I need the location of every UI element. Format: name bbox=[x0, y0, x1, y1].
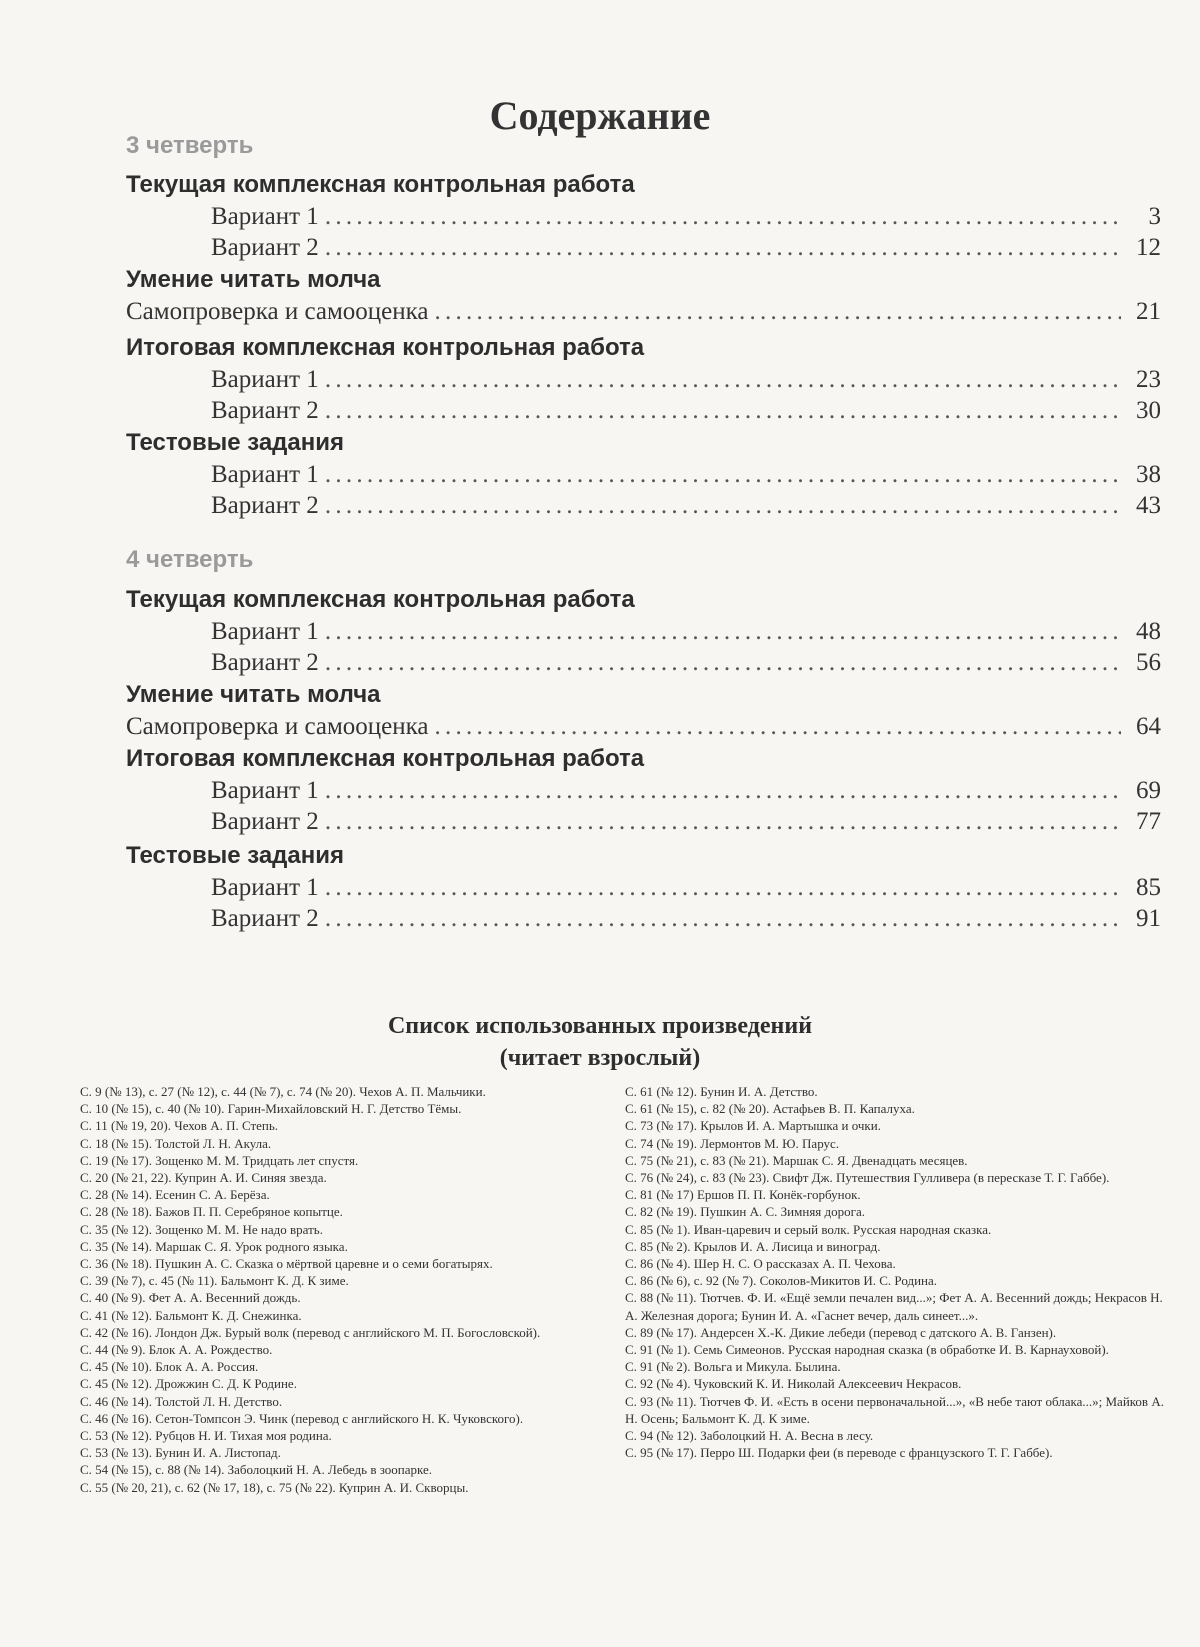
work-list-item: С. 45 (№ 12). Дрожжин С. Д. К Родине. bbox=[80, 1376, 297, 1392]
work-list-item: С. 9 (№ 13), с. 27 (№ 12), с. 44 (№ 7), с. 74 (№ 20). Чехов А. П. Мальчики. bbox=[80, 1084, 486, 1099]
leader-dots bbox=[325, 806, 1121, 837]
entry-label: Вариант 2 bbox=[211, 492, 319, 519]
work-list-item: С. 40 (№ 9). Фет А. А. Весенний дождь. bbox=[80, 1290, 301, 1306]
entry-page: 21 bbox=[1136, 298, 1161, 325]
work-list-item: С. 86 (№ 6), с. 92 (№ 7). Соколов-Микитов И. С. Родина. bbox=[625, 1273, 937, 1289]
work-list-item: С. 10 (№ 15), с. 40 (№ 10). Гарин-Михайловский Н. Г. Детство Тёмы. bbox=[80, 1101, 462, 1117]
leader-dots bbox=[325, 616, 1121, 647]
leader-dots bbox=[325, 395, 1121, 426]
toc-section bbox=[126, 584, 1161, 678]
entry-page: 56 bbox=[1136, 649, 1161, 676]
section-heading: Итоговая комплексная контрольная работа bbox=[126, 745, 645, 772]
work-list-item: С. 88 (№ 11). Тютчев. Ф. И. «Ещё земли печален вид...»; Фет А. А. Весенний дождь; Некрасов Н. А. Железная дорога; Бунин И. А. «Гаснет вечер, даль синеет...». bbox=[625, 1290, 1163, 1323]
work-list-item: С. 35 (№ 14). Маршак С. Я. Урок родного языка. bbox=[80, 1238, 348, 1254]
section-heading: Итоговая комплексная контрольная работа bbox=[126, 334, 645, 361]
entry-page: 64 bbox=[1136, 713, 1161, 740]
work-list-item: С. 18 (№ 15). Толстой Л. Н. Акула. bbox=[80, 1135, 272, 1151]
section-heading: Тестовые задания bbox=[126, 429, 345, 456]
entry-page: 30 bbox=[1136, 397, 1161, 424]
leader-dots bbox=[325, 364, 1121, 395]
toc-entry[interactable] bbox=[126, 806, 1161, 837]
leader-dots bbox=[325, 872, 1121, 903]
work-list-item: С. 73 (№ 17). Крылов И. А. Мартышка и очки. bbox=[625, 1118, 881, 1134]
entry-label: Вариант 1 bbox=[211, 203, 319, 230]
work-list-item: С. 55 (№ 20, 21), с. 62 (№ 17, 18), с. 75 (№ 22). Куприн А. И. Скворцы. bbox=[80, 1479, 469, 1495]
toc-section bbox=[126, 264, 1161, 327]
entry-page: 23 bbox=[1136, 366, 1161, 393]
work-list-item: С. 35 (№ 12). Зощенко М. М. Не надо врать. bbox=[80, 1221, 323, 1237]
work-list-item: С. 11 (№ 19, 20). Чехов А. П. Степь. bbox=[80, 1118, 279, 1134]
section-heading: Текущая комплексная контрольная работа bbox=[126, 586, 635, 613]
works-title-line2: (читает взрослый) bbox=[499, 1045, 701, 1071]
leader-dots bbox=[325, 459, 1121, 490]
section-heading: Умение читать молча bbox=[126, 681, 381, 708]
leader-dots bbox=[325, 903, 1121, 934]
leader-dots bbox=[435, 711, 1121, 742]
entry-label: Вариант 2 bbox=[211, 808, 319, 835]
work-list-item: С. 39 (№ 7), с. 45 (№ 11). Бальмонт К. Д. К зиме. bbox=[80, 1273, 349, 1289]
toc-entry[interactable] bbox=[126, 395, 1161, 426]
work-list-item: С. 81 (№ 17) Ершов П. П. Конёк-горбунок. bbox=[625, 1187, 861, 1203]
leader-dots bbox=[325, 775, 1121, 806]
toc-section bbox=[126, 743, 1161, 837]
entry-label: Вариант 1 bbox=[211, 777, 319, 804]
section-heading: Умение читать молча bbox=[126, 266, 381, 293]
entry-label: Вариант 1 bbox=[211, 461, 319, 488]
entry-page: 77 bbox=[1136, 808, 1161, 835]
entry-page: 43 bbox=[1136, 492, 1161, 519]
toc-entry[interactable] bbox=[126, 775, 1161, 806]
entry-label: Вариант 1 bbox=[211, 874, 319, 901]
toc-entry[interactable] bbox=[126, 459, 1161, 490]
entry-label: Вариант 2 bbox=[211, 234, 319, 261]
work-list-item: С. 82 (№ 19). Пушкин А. С. Зимняя дорога. bbox=[625, 1204, 865, 1220]
entry-label: Вариант 1 bbox=[211, 618, 319, 645]
toc-section bbox=[126, 332, 1161, 426]
entry-label: Самопроверка и самооценка bbox=[126, 713, 429, 740]
entry-page: 12 bbox=[1136, 234, 1161, 261]
work-list-item: С. 28 (№ 18). Бажов П. П. Серебряное копытце. bbox=[80, 1204, 343, 1220]
works-title-line1: Список использованных произведений bbox=[387, 1013, 813, 1039]
toc-section bbox=[126, 427, 1161, 521]
section-heading: Тестовые задания bbox=[126, 842, 345, 869]
work-list-item: С. 74 (№ 19). Лермонтов М. Ю. Парус. bbox=[625, 1135, 840, 1151]
work-list-item: С. 91 (№ 2). Вольга и Микула. Былина. bbox=[625, 1359, 841, 1375]
toc-section bbox=[126, 679, 1161, 742]
work-list-item: С. 28 (№ 14). Есенин С. А. Берёза. bbox=[80, 1187, 270, 1203]
work-list-item: С. 89 (№ 17). Андерсен Х.-К. Дикие лебеди (перевод с датского А. В. Ганзен). bbox=[625, 1324, 1057, 1340]
toc-entry[interactable] bbox=[126, 296, 1161, 327]
entry-page: 91 bbox=[1136, 905, 1161, 932]
work-list-item: С. 85 (№ 1). Иван-царевич и серый волк. Русская народная сказка. bbox=[625, 1221, 992, 1237]
toc-section bbox=[126, 840, 1161, 934]
work-list-item: С. 36 (№ 18). Пушкин А. С. Сказка о мёртвой царевне и о семи богатырях. bbox=[80, 1256, 493, 1272]
work-list-item: С. 41 (№ 12). Бальмонт К. Д. Снежинка. bbox=[80, 1307, 302, 1323]
toc-entry[interactable] bbox=[126, 201, 1161, 232]
toc-entry[interactable] bbox=[126, 903, 1161, 934]
work-list-item: С. 19 (№ 17). Зощенко М. М. Тридцать лет спустя. bbox=[80, 1152, 359, 1168]
entry-label: Вариант 2 bbox=[211, 905, 319, 932]
toc-section bbox=[126, 169, 1161, 263]
work-list-item: С. 95 (№ 17). Перро Ш. Подарки феи (в переводе с французского Т. Г. Габбе). bbox=[625, 1445, 1053, 1461]
work-list-item: С. 42 (№ 16). Лондон Дж. Бурый волк (перевод с английского М. П. Богословской). bbox=[80, 1324, 541, 1340]
works-title bbox=[0, 1010, 1200, 1074]
work-list-item: С. 75 (№ 21), с. 83 (№ 21). Маршак С. Я. Двенадцать месяцев. bbox=[625, 1152, 968, 1168]
work-list-item: С. 53 (№ 12). Рубцов Н. И. Тихая моя родина. bbox=[80, 1428, 332, 1444]
work-list-item: С. 61 (№ 12). Бунин И. А. Детство. bbox=[625, 1084, 818, 1099]
work-list-item: С. 46 (№ 16). Сетон-Томпсон Э. Чинк (перевод с английского Н. К. Чуковского). bbox=[80, 1410, 524, 1426]
work-list-item: С. 61 (№ 15), с. 82 (№ 20). Астафьев В. П. Капалуха. bbox=[625, 1101, 915, 1117]
leader-dots bbox=[325, 232, 1121, 263]
works-list-left bbox=[80, 1083, 610, 1496]
entry-page: 69 bbox=[1136, 777, 1161, 804]
work-list-item: С. 45 (№ 10). Блок А. А. Россия. bbox=[80, 1359, 259, 1375]
work-list-item: С. 94 (№ 12). Заболоцкий Н. А. Весна в лесу. bbox=[625, 1428, 874, 1444]
work-list-item: С. 93 (№ 11). Тютчев Ф. И. «Есть в осени первоначальной...», «В небе тают облака...»; Майков А. Н. Осень; Бальмонт К. Д. К зиме. bbox=[625, 1393, 1164, 1426]
toc-entry[interactable] bbox=[126, 616, 1161, 647]
quarter-4-label: 4 четверть bbox=[126, 546, 254, 573]
toc-entry[interactable] bbox=[126, 647, 1161, 678]
work-list-item: С. 44 (№ 9). Блок А. А. Рождество. bbox=[80, 1342, 273, 1358]
section-heading: Текущая комплексная контрольная работа bbox=[126, 171, 635, 198]
leader-dots bbox=[325, 201, 1121, 232]
toc-entry[interactable] bbox=[126, 490, 1161, 521]
works-list-right bbox=[625, 1083, 1170, 1461]
entry-label: Вариант 2 bbox=[211, 397, 319, 424]
leader-dots bbox=[325, 490, 1121, 521]
toc-entry[interactable] bbox=[126, 872, 1161, 903]
work-list-item: С. 86 (№ 4). Шер Н. С. О рассказах А. П. Чехова. bbox=[625, 1256, 896, 1272]
work-list-item: С. 76 (№ 24), с. 83 (№ 23). Свифт Дж. Путешествия Гулливера (в пересказе Т. Г. Габбе). bbox=[625, 1170, 1110, 1186]
entry-label: Вариант 2 bbox=[211, 649, 319, 676]
work-list-item: С. 53 (№ 13). Бунин И. А. Листопад. bbox=[80, 1445, 281, 1461]
toc-entry[interactable] bbox=[126, 711, 1161, 742]
work-list-item: С. 91 (№ 1). Семь Симеонов. Русская народная сказка (в обработке И. В. Карнауховой). bbox=[625, 1342, 1109, 1358]
leader-dots bbox=[325, 647, 1121, 678]
entry-label: Вариант 1 bbox=[211, 366, 319, 393]
work-list-item: С. 54 (№ 15), с. 88 (№ 14). Заболоцкий Н. А. Лебедь в зоопарке. bbox=[80, 1462, 433, 1478]
entry-page: 85 bbox=[1136, 874, 1161, 901]
work-list-item: С. 92 (№ 4). Чуковский К. И. Николай Алексеевич Некрасов. bbox=[625, 1376, 962, 1392]
work-list-item: С. 20 (№ 21, 22). Куприн А. И. Синяя звезда. bbox=[80, 1170, 327, 1186]
toc-entry[interactable] bbox=[126, 232, 1161, 263]
entry-page: 3 bbox=[1148, 203, 1161, 230]
entry-page: 48 bbox=[1136, 618, 1161, 645]
leader-dots bbox=[435, 296, 1121, 327]
entry-label: Самопроверка и самооценка bbox=[126, 298, 429, 325]
work-list-item: С. 46 (№ 14). Толстой Л. Н. Детство. bbox=[80, 1393, 283, 1409]
work-list-item: С. 85 (№ 2). Крылов И. А. Лисица и виноград. bbox=[625, 1238, 881, 1254]
toc-entry[interactable] bbox=[126, 364, 1161, 395]
page-title: Содержание bbox=[489, 93, 711, 138]
entry-page: 38 bbox=[1136, 461, 1161, 488]
quarter-3-label: 3 четверть bbox=[126, 132, 254, 159]
